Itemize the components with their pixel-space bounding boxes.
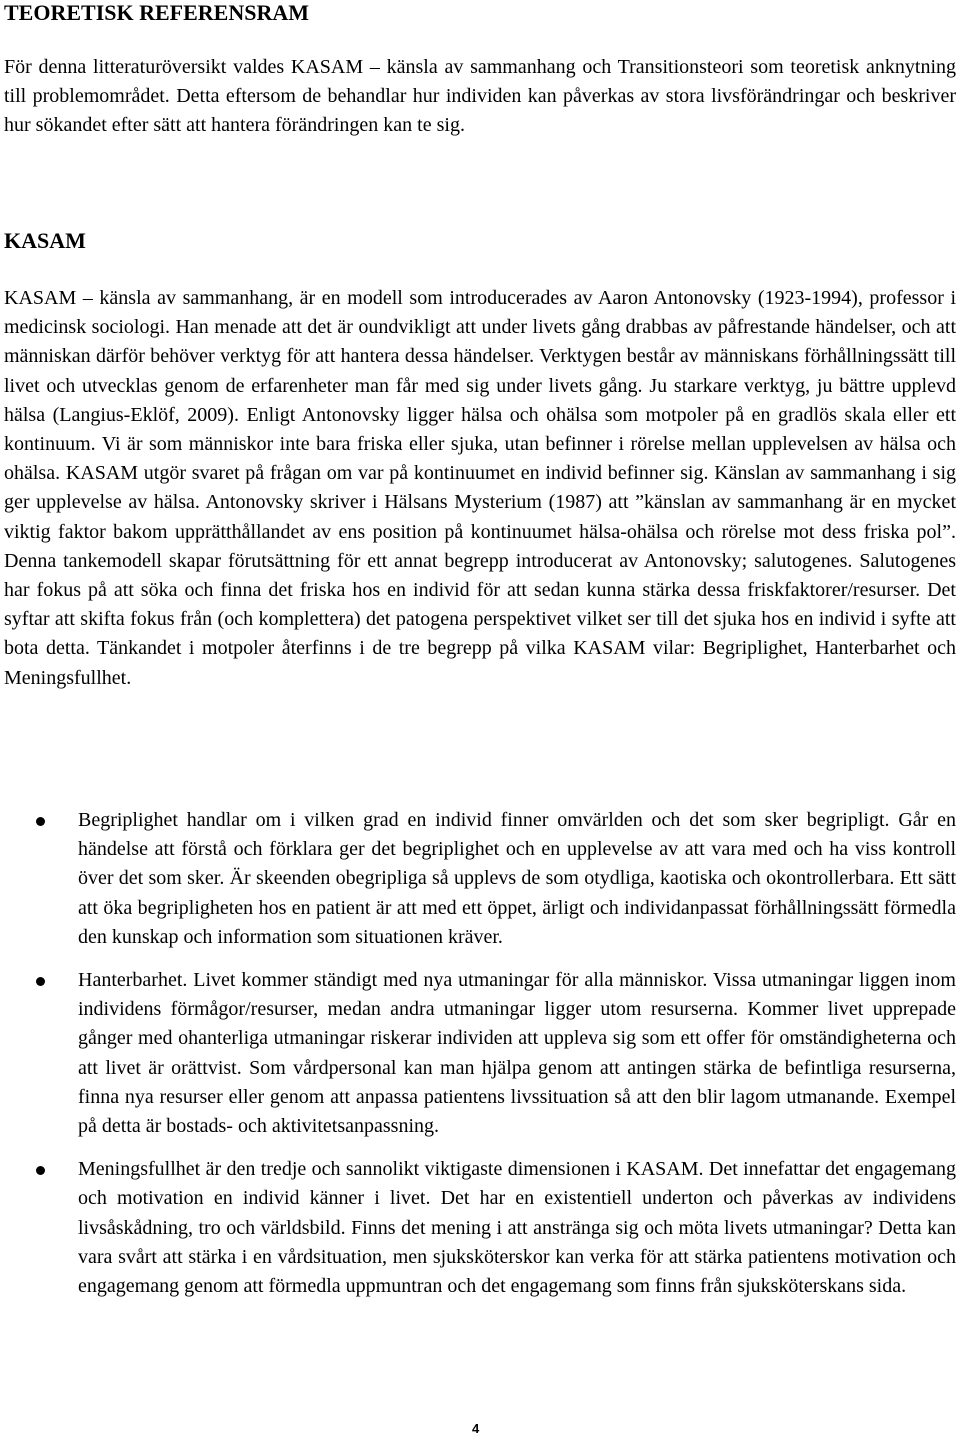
list-item-text: Begriplighet handlar om i vilken grad en individ finner omvärlden och det som sker begripligt. Går en händelse att förstå och förklara ger det begriplighet och en upplevelse av att vara med och ha viss kontroll över det som sker. Är skeenden obegripliga så upplevs de som otydliga, kaotiska och okontrollerbara. Ett sätt att öka begripligheten hos en patient är att med ett öppet, ärligt och individanpassat förhållningssätt förmedla den kunskap och information som situationen kräver. [78,809,956,948]
list-item-hanterbarhet [4,966,956,1141]
bullet-icon [36,977,45,986]
list-item-meningsfullhet [4,1155,956,1301]
kasam-heading: KASAM [4,228,86,253]
bullet-icon [36,1166,45,1175]
page-number: 4 [472,1421,480,1436]
list-item-text: Hanterbarhet. Livet kommer ständigt med nya utmaningar för alla människor. Vissa utmaningar liggen inom individens förmågor/resurser, medan andra utmaningar ligger utom resurserna. Kommer livet upprepade gånger med ohanterliga utmaningar riskerar individen att uppleva sig som ett offer för omständigheterna och att livet är orättvist. Som vårdpersonal kan man hjälpa genom att antingen stärka de befintliga resurserna, finna nya resurser eller genom att anpassa patientens livssituation så att den blir lagom utmanande. Exempel på detta är bostads- och aktivitetsanpassning. [78,969,956,1138]
bullet-icon [36,817,45,826]
list-item-begriplighet [4,806,956,952]
intro-paragraph: För denna litteraturöversikt valdes KASAM – känsla av sammanhang och Transitionsteori som teoretisk anknytning till problemområdet. Detta eftersom de behandlar hur individen kan påverkas av stora livsförändringar och beskriver hur sökandet efter sätt att hantera förändringen kan te sig. [4,56,956,137]
section-heading: TEORETISK REFERENSRAM [4,0,310,25]
list-item-text: Meningsfullhet är den tredje och sannolikt viktigaste dimensionen i KASAM. Det innefattar det engagemang och motivation en individ känner i livet. Det har en existentiell underton och påverkas av individens livsåskådning, tro och världsbild. Finns det mening i att anstränga sig och möta livets utmaningar? Detta kan vara svårt att stärka i en vårdsituation, men sjuksköterskor kan verka för att stärka patientens motivation och engagemang genom att förmedla uppmuntran och det engagemang som finns från sjuksköterskans sida. [78,1158,956,1298]
kasam-dimensions-list [4,806,956,1315]
kasam-paragraph: KASAM – känsla av sammanhang, är en modell som introducerades av Aaron Antonovsky (1923-1994), professor i medicinsk sociologi. Han menade att det är oundvikligt att under livets gång drabbas av påfrestande händelser, och att människan därför behöver verktyg för att hantera dessa händelser. Verktygen består av människans förhållningssätt till livet och utvecklas genom de erfarenheter man får med sig under livets gång. Ju starkare verktyg, ju bättre upplevd hälsa (Langius-Eklöf, 2009). Enligt Antonovsky ligger hälsa och ohälsa som motpoler på en gradlös skala eller ett kontinuum. Vi är som människor inte bara friska eller sjuka, utan befinner i rörelse mellan upplevelsen av hälsa och ohälsa. KASAM utgör svaret på frågan om var på kontinuumet en individ befinner sig. Känslan av sammanhang i sig ger upplevelse av hälsa. Antonovsky skriver i Hälsans Mysterium (1987) att ”känslan av sammanhang är en mycket viktig faktor bakom upprätthållandet av ens position på kontinuumet hälsa-ohälsa och rörelse mot dess friska pol”. Denna tankemodell skapar förutsättning för ett annat begrepp introducerat av Antonovsky; salutogenes. Salutogenes har fokus på att söka och finna det friska hos en individ för att sedan kunna stärka dessa friskfaktorer/resurser. Det syftar att skifta fokus från (och komplettera) det patogena perspektivet vilket ser till det sjuka hos en individ i syfte att bota detta. Tänkandet i motpoler återfinns i de tre begrepp på vilka KASAM vilar: Begriplighet, Hanterbarhet och Meningsfullhet. [4,287,956,689]
